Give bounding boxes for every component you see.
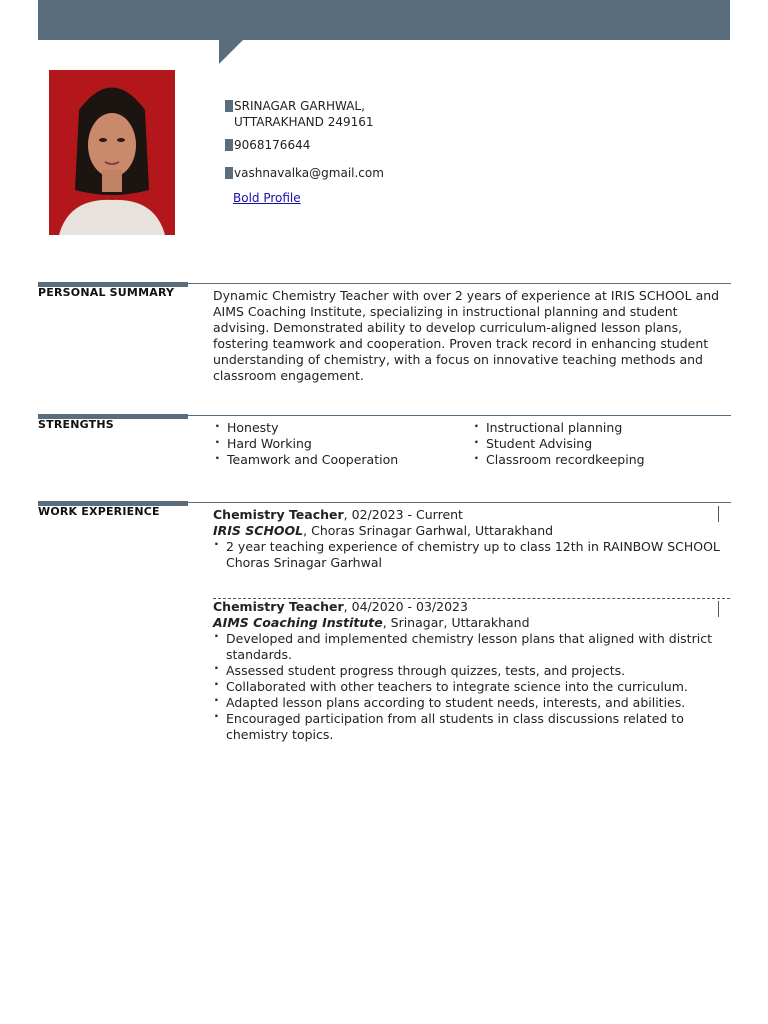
job-title: Chemistry Teacher — [213, 599, 344, 614]
job-bullet: · Assessed student progress through quizzes, tests, and projects. — [213, 663, 731, 679]
entry-marker — [718, 601, 719, 617]
job-title-line — [213, 507, 731, 523]
phone-text: 9068176644 — [234, 138, 311, 152]
profile-photo — [49, 70, 175, 235]
phone-icon — [225, 139, 233, 151]
job-dates: , 02/2023 - Current — [343, 507, 463, 522]
email-icon — [225, 167, 233, 179]
entry-marker — [718, 506, 719, 522]
profile-link[interactable]: Bold Profile — [233, 191, 301, 205]
job-org-line — [213, 615, 731, 631]
strengths-section-line — [188, 415, 731, 416]
location-icon — [225, 100, 233, 112]
strength-item: · Teamwork and Cooperation — [213, 452, 398, 468]
address-row — [225, 98, 394, 130]
contact-block — [225, 98, 394, 181]
strength-item: · Hard Working — [213, 436, 398, 452]
email-text: vashnavalka@gmail.com — [234, 166, 384, 180]
job-bullet: · Encouraged participation from all students in class discussions related to chemistry topics. — [213, 711, 731, 743]
strength-item: · Instructional planning — [472, 420, 645, 436]
experience-heading: WORK EXPERIENCE — [38, 505, 160, 518]
job-bullet: · Developed and implemented chemistry lesson plans that aligned with district standards. — [213, 631, 731, 663]
strength-item: · Student Advising — [472, 436, 645, 452]
job-entry — [213, 507, 731, 571]
header-bar — [38, 0, 730, 40]
job-entry — [213, 599, 731, 743]
job-bullet: · Collaborated with other teachers to integrate science into the curriculum. — [213, 679, 731, 695]
job-bullet: · Adapted lesson plans according to student needs, interests, and abilities. — [213, 695, 731, 711]
job-org-line — [213, 523, 731, 539]
strength-item: · Classroom recordkeeping — [472, 452, 645, 468]
summary-section-line — [188, 283, 731, 284]
email-row — [225, 165, 394, 181]
job-bullets — [213, 539, 731, 571]
summary-heading: PERSONAL SUMMARY — [38, 286, 175, 299]
address-text: SRINAGAR GARHWAL, UTTARAKHAND 249161 — [234, 99, 374, 129]
job-title-line — [213, 599, 731, 615]
job-dates: , 04/2020 - 03/2023 — [343, 599, 468, 614]
job-bullets — [213, 631, 731, 743]
job-location: , Choras Srinagar Garhwal, Uttarakhand — [303, 523, 554, 538]
job-location: , Srinagar, Uttarakhand — [382, 615, 530, 630]
summary-text: Dynamic Chemistry Teacher with over 2 years of experience at IRIS SCHOOL and AIMS Coaching Institute, specializing in instructional planning and student advising. Demonstrated ability to develop curriculum-aligned lesson plans, fostering teamwork and cooperation. Proven track record in enhancing student understanding of chemistry, with a focus on innovative teaching methods and classroom engagement. — [213, 288, 720, 383]
strengths-heading: STRENGTHS — [38, 418, 114, 431]
job-org: AIMS Coaching Institute — [213, 615, 383, 630]
strength-item: · Honesty — [213, 420, 398, 436]
job-bullet: · 2 year teaching experience of chemistry up to class 12th in RAINBOW SCHOOL Choras Srinagar Garhwal — [213, 539, 731, 571]
job-title: Chemistry Teacher — [213, 507, 344, 522]
strengths-list-right — [472, 420, 645, 468]
phone-row — [225, 137, 394, 153]
header-notch — [219, 40, 243, 64]
strengths-list-left — [213, 420, 398, 468]
job-org: IRIS SCHOOL — [213, 523, 304, 538]
experience-section-line — [188, 502, 731, 503]
